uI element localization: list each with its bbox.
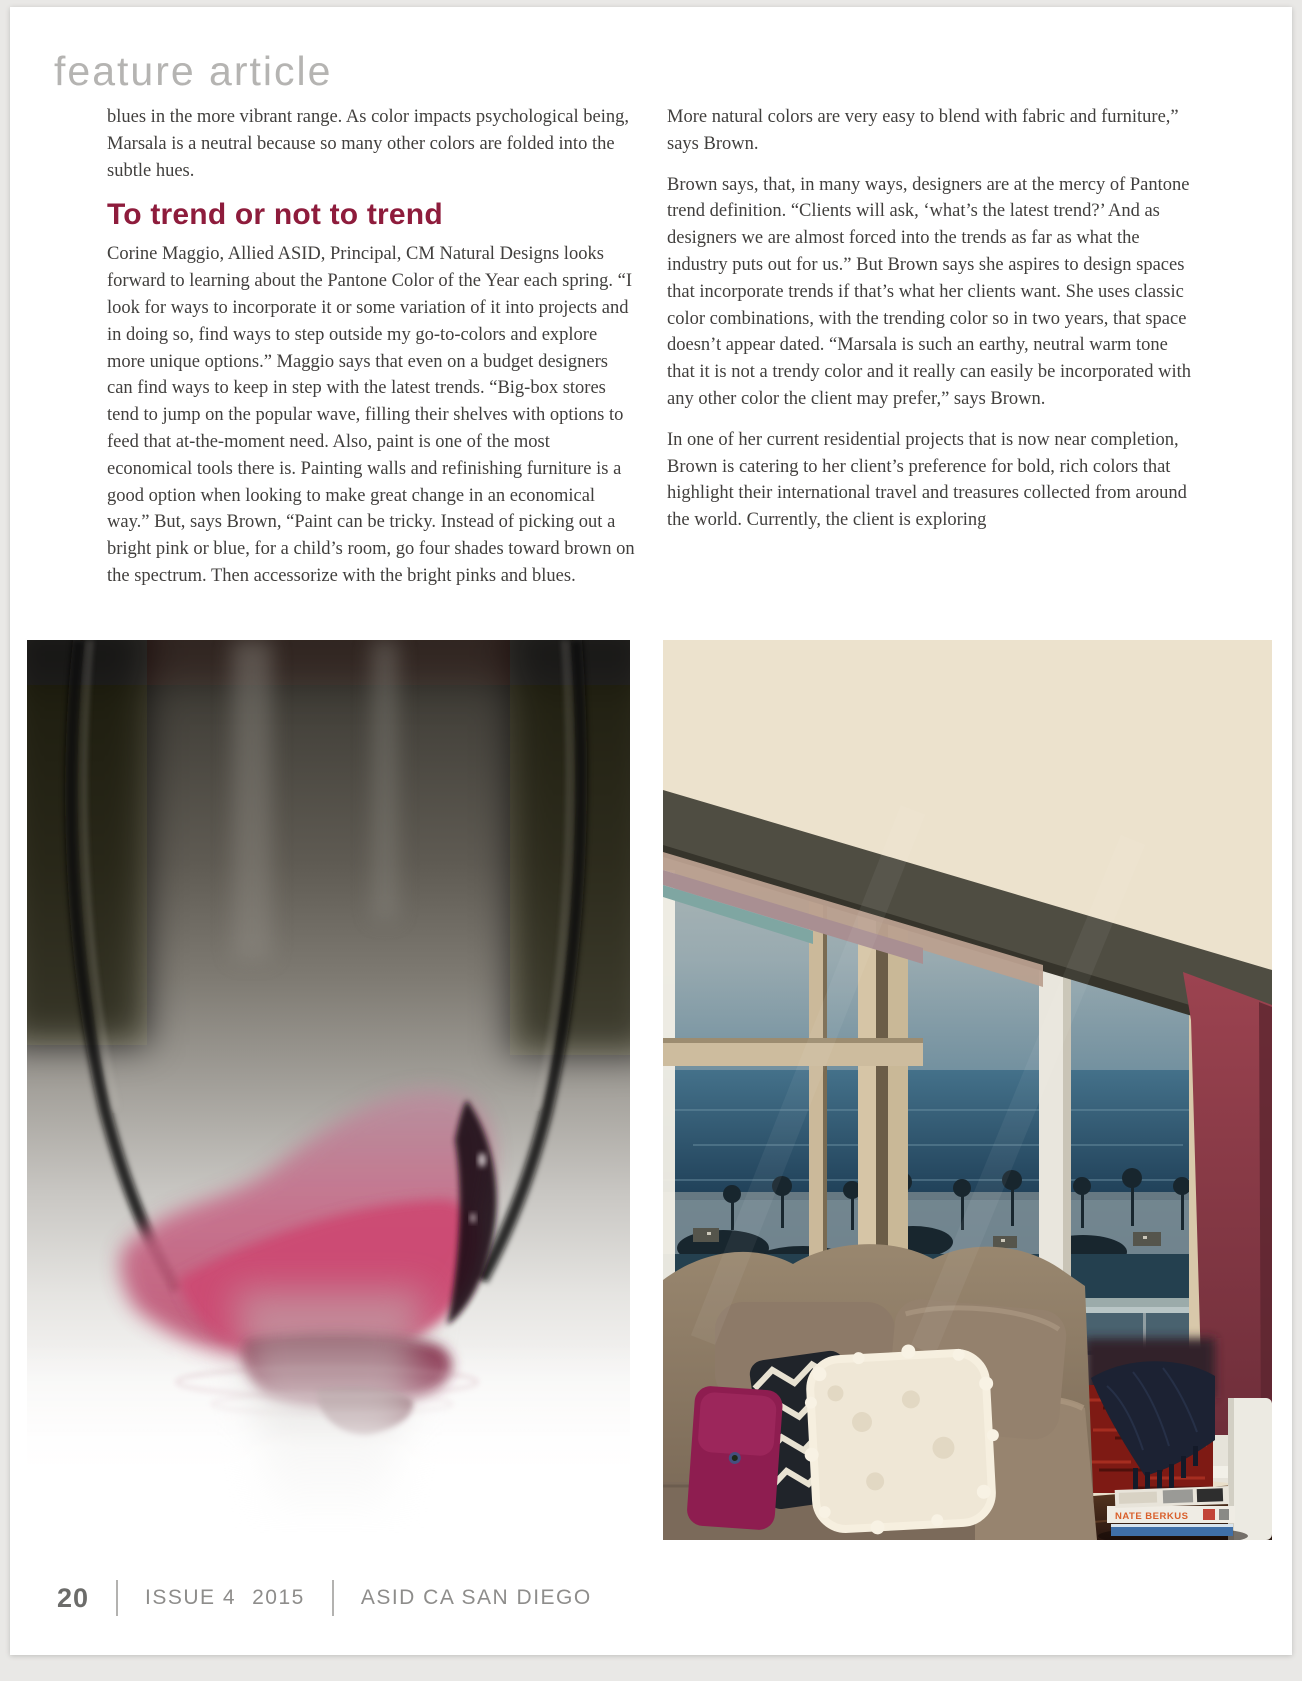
right-paragraph-2: Brown says, that, in many ways, designers are at the mercy of Pantone trend definition. “Clients will ask, ‘what’s the latest trend?’ And as designers we are almost forced into the trends as far as what the industry puts out for us.” But Brown says she aspires to design spaces that incorporate trends if that’s what her clients want. She uses classic color combinations, with the trending color so in two years, that space doesn’t appear dated. “Marsala is such an earthy, neutral warm tone that it is not a trendy color and it really can easily be incorporated with any other color the client may prefer,” says Brown. bbox=[667, 174, 1191, 409]
footer-divider bbox=[332, 1580, 334, 1616]
right-text-column bbox=[667, 104, 1191, 548]
book-spine-text: NATE BERKUS bbox=[1115, 1511, 1189, 1522]
body-paragraph: Corine Maggio, Allied ASID, Principal, CM Natural Designs looks forward to learning about the Pantone Color of the Year each spring. “I look for ways to incorporate it or some variation of it into projects and in doing so, find ways to step outside my go-to-colors and explore more unique options.” Maggio says that even on a budget designers can find ways to keep in step with the latest trends. “Big-box stores tend to jump on the popular wave, filling their shelves with options to feed that at-the-moment need. Also, paint is one of the most economical tools there is. Painting walls and refinishing furniture is a good option when looking to make great change in an economical way.” But, says Brown, “Paint can be tricky. Instead of picking out a bright pink or blue, for a child’s room, go four shades toward brown on the spectrum. Then accessorize with the bright pinks and blues. bbox=[107, 244, 635, 586]
footer-year: 2015 bbox=[252, 1586, 305, 1609]
right-paragraph-3: In one of her current residential projects that is now near completion, Brown is catering to her client’s preference for bold, rich colors that highlight their international travel and treasures collected from around the world. Currently, the client is exploring bbox=[667, 429, 1187, 531]
page-footer bbox=[57, 1580, 592, 1616]
footer-publication: ASID CA SAN DIEGO bbox=[360, 1586, 592, 1609]
wine-glass-illustration bbox=[27, 640, 630, 1535]
masthead-title: feature article bbox=[54, 48, 333, 94]
wine-glass-photo bbox=[27, 640, 630, 1535]
page-number: 20 bbox=[57, 1582, 90, 1613]
living-room-photo bbox=[663, 640, 1272, 1540]
footer-issue: ISSUE 4 bbox=[145, 1586, 237, 1609]
intro-paragraph: blues in the more vibrant range. As color impacts psychological being, Marsala is a neutral because so many other colors are folded into the subtle hues. bbox=[107, 107, 629, 181]
section-heading: To trend or not to trend bbox=[107, 198, 443, 232]
living-room-illustration bbox=[663, 640, 1272, 1540]
right-paragraph-1: More natural colors are very easy to blend with fabric and furniture,” says Brown. bbox=[667, 107, 1179, 154]
left-text-column bbox=[107, 104, 637, 604]
footer-divider bbox=[116, 1580, 118, 1616]
